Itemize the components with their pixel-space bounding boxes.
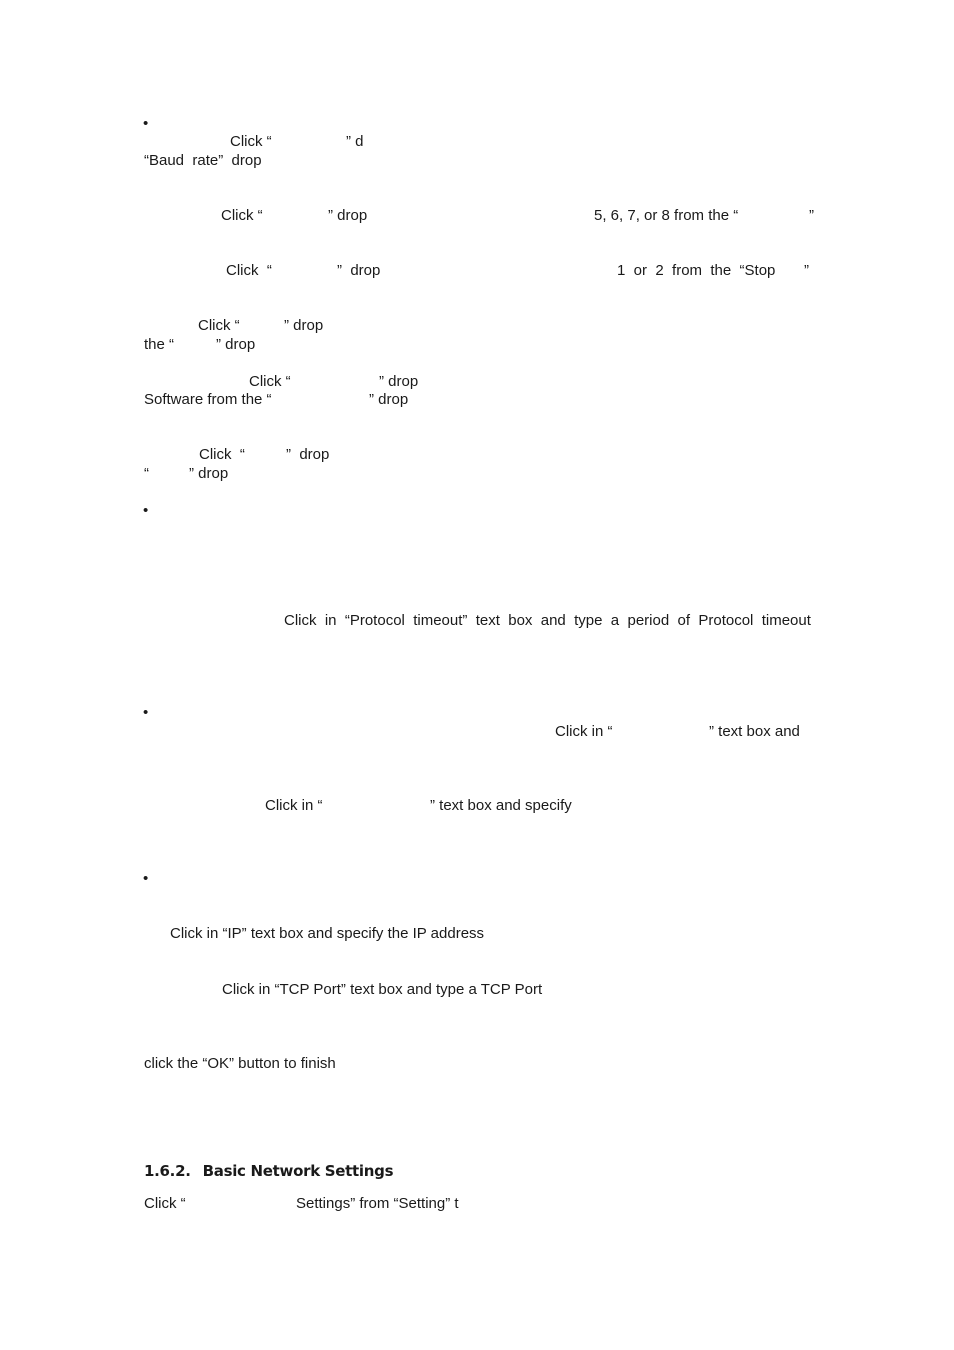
baud-line1-a: Click “ [230,133,272,150]
stop-bits-d: ” [804,262,809,279]
section-number: 1.6.2. [144,1162,191,1180]
bullet-remote: • [143,870,149,887]
baud-line1-b: ” d [346,133,364,150]
stop-bits-c: 1 or 2 from the “Stop [617,262,776,279]
packing-line2-b: ” text box and specify [430,797,572,814]
flow-line1-b: ” drop [379,373,419,390]
stop-bits-b: ” drop [337,262,381,279]
remote-ip-text: Click in “IP” text box and specify the IP address [170,925,485,942]
packing-line1-a: Click in “ [555,723,613,740]
flow-line2-a: Software from the “ [144,391,272,408]
fifo-line2-b: ” drop [189,465,229,482]
remote-port-text: Click in “TCP Port” text box and type a TCP Port [222,981,543,998]
data-bits-c: 5, 6, 7, or 8 from the “ [594,207,739,224]
bullet-serial: • [143,115,149,132]
data-bits-a: Click “ [221,207,263,224]
section-intro-b: Settings” from “Setting” t [296,1195,459,1212]
fifo-line2-a: “ [144,465,149,482]
bullet-packing: • [143,704,149,721]
parity-line2-b: ” drop [216,336,256,353]
stop-bits-a: Click “ [226,262,272,279]
section-intro-a: Click “ [144,1195,186,1212]
section-title: Basic Network Settings [202,1162,394,1180]
flow-line2-b: ” drop [369,391,409,408]
baud-line2: “Baud rate” drop [144,152,262,169]
packing-line2-a: Click in “ [265,797,323,814]
flow-line1-a: Click “ [249,373,291,390]
protocol-timeout-text: Click in “Protocol timeout” text box and type a period of Protocol timeout [284,612,811,629]
fifo-line1-b: ” drop [286,446,330,463]
remote-finish-text: click the “OK” button to finish [144,1055,336,1072]
data-bits-d: ” [809,207,814,224]
fifo-line1-a: Click “ [199,446,245,463]
parity-line2-a: the “ [144,336,175,353]
data-bits-b: ” drop [328,207,368,224]
parity-line1-b: ” drop [284,317,324,334]
packing-line1-b: ” text box and [709,723,800,740]
parity-line1-a: Click “ [198,317,240,334]
section-heading [144,1161,393,1181]
bullet-protocol: • [143,502,149,519]
